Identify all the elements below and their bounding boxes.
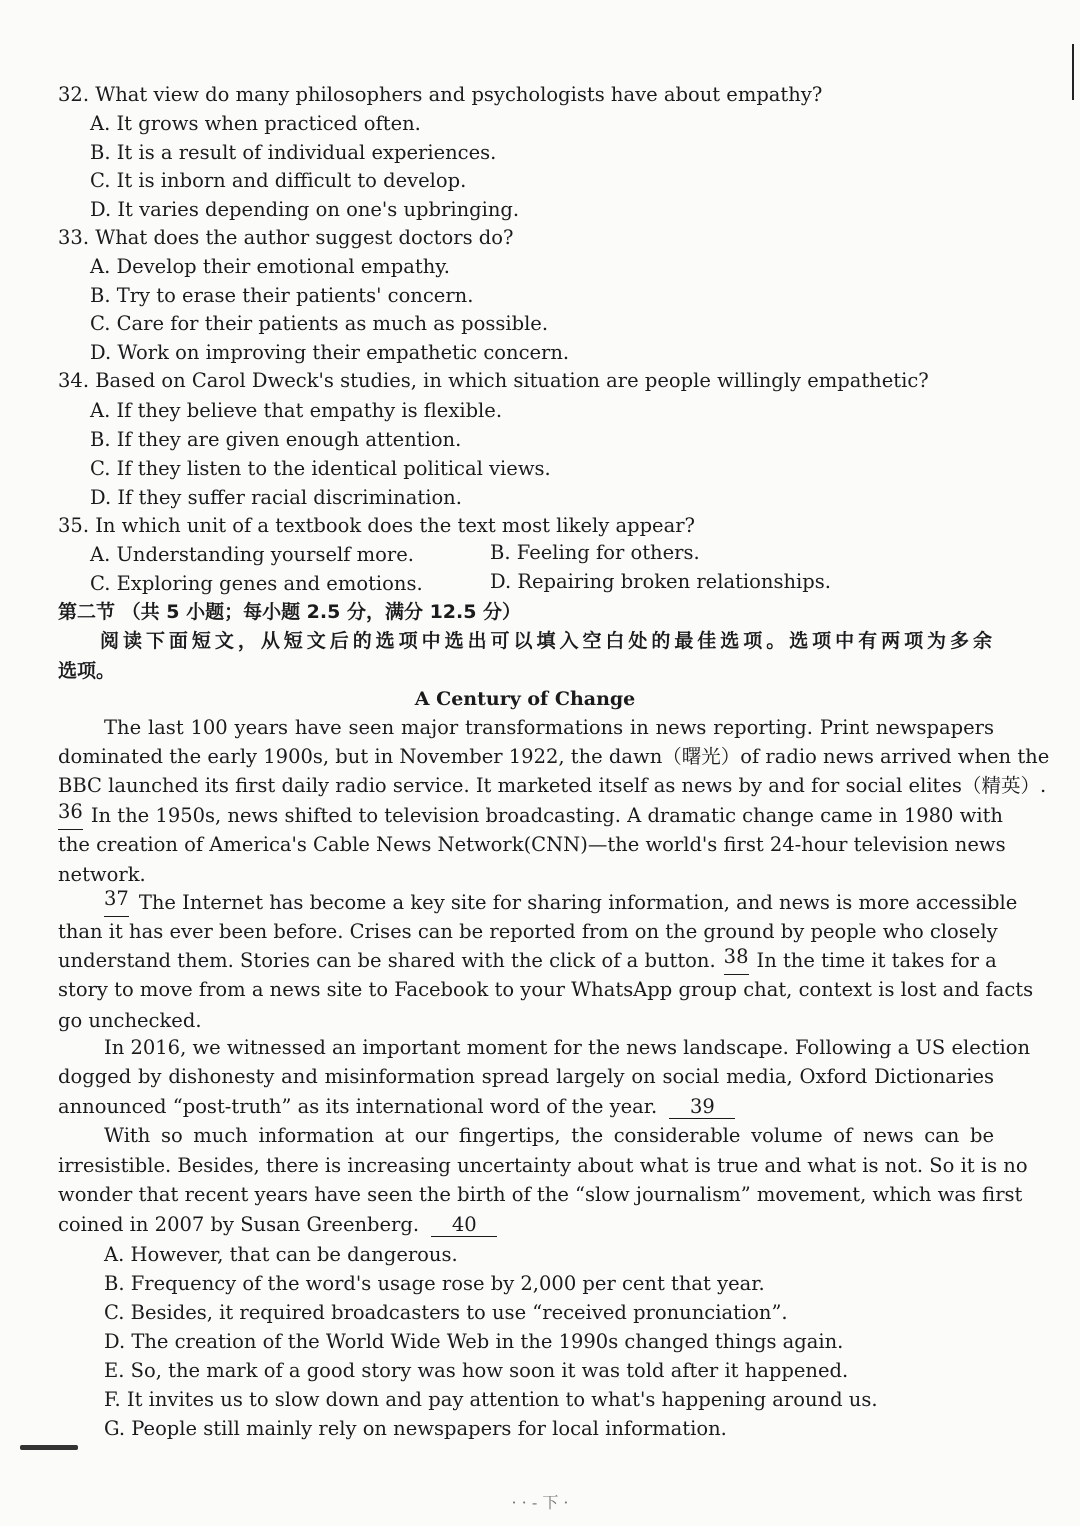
- margin-rule: [1072, 44, 1074, 100]
- question-33-option-b: B. Try to erase their patients' concern.: [90, 284, 474, 307]
- question-35-stem: 35. In which unit of a textbook does the text most likely appear?: [58, 514, 695, 537]
- paragraph-5-line-3: wonder that recent years have seen the birth of the “slow journalism” movement, which was first: [58, 1183, 1023, 1206]
- paragraph-4-text: announced “post-truth” as its international word of the year.: [58, 1095, 658, 1118]
- section-instruction-line-2: 选项。: [58, 660, 116, 682]
- question-35-option-c: C. Exploring genes and emotions.: [90, 572, 423, 595]
- paragraph-5-text: coined in 2007 by Susan Greenberg.: [58, 1213, 420, 1236]
- question-33-option-a: A. Develop their emotional empathy.: [90, 255, 450, 278]
- question-32-stem: 32. What view do many philosophers and psychologists have about empathy?: [58, 83, 823, 106]
- blank-36: 36: [58, 801, 83, 830]
- question-34-option-c: C. If they listen to the identical political views.: [90, 457, 551, 480]
- choice-e: E. So, the mark of a good story was how soon it was told after it happened.: [104, 1359, 849, 1382]
- blank-37: 37: [104, 888, 129, 917]
- question-32-option-c: C. It is inborn and difficult to develop.: [90, 169, 467, 192]
- paragraph-2-text: In the 1950s, news shifted to television broadcasting. A dramatic change came in 1980 with: [90, 804, 1003, 827]
- choice-a: A. However, that can be dangerous.: [104, 1243, 458, 1266]
- paragraph-5-line-4: [58, 1210, 497, 1239]
- question-32-option-a: A. It grows when practiced often.: [90, 112, 421, 135]
- paragraph-4-line-3: [58, 1092, 735, 1121]
- paragraph-5-line-2: irresistible. Besides, there is increasing uncertainty about what is true and what is not. So it is no: [58, 1154, 1028, 1177]
- question-33-option-c: C. Care for their patients as much as possible.: [90, 312, 549, 335]
- paragraph-4-line-2: dogged by dishonesty and misinformation spread largely on social media, Oxford Dictionaries: [58, 1065, 994, 1088]
- paragraph-4-line-1: In 2016, we witnessed an important moment for the news landscape. Following a US election: [104, 1036, 1031, 1059]
- question-34-option-a: A. If they believe that empathy is flexible.: [90, 399, 503, 422]
- paragraph-2-line-2: the creation of America's Cable News Network(CNN)—the world's first 24-hour television news: [58, 833, 1006, 856]
- choice-c: C. Besides, it required broadcasters to use “received pronunciation”.: [104, 1301, 788, 1324]
- paragraph-3-line-2: than it has ever been before. Crises can be reported from on the ground by people who closely: [58, 920, 998, 943]
- choice-b: B. Frequency of the word's usage rose by 2,000 per cent that year.: [104, 1272, 765, 1295]
- blank-39: 39: [669, 1096, 735, 1119]
- passage-title: A Century of Change: [414, 688, 636, 710]
- question-34-option-b: B. If they are given enough attention.: [90, 428, 462, 451]
- paragraph-3-text-after-38: In the time it takes for a: [756, 949, 997, 972]
- paragraph-1-line-1: The last 100 years have seen major transformations in news reporting. Print newspapers: [104, 716, 994, 739]
- paragraph-3-line-1: [104, 887, 1018, 917]
- question-35-option-d: D. Repairing broken relationships.: [490, 570, 831, 593]
- question-33-option-d: D. Work on improving their empathetic concern.: [90, 341, 570, 364]
- paragraph-5-line-1: With so much information at our fingertips, the considerable volume of news can be: [104, 1124, 994, 1147]
- question-35-option-b: B. Feeling for others.: [490, 541, 700, 564]
- question-32-option-d: D. It varies depending on one's upbringing.: [90, 198, 520, 221]
- question-35-option-a: A. Understanding yourself more.: [90, 543, 414, 566]
- question-34-option-d: D. If they suffer racial discrimination.: [90, 486, 462, 509]
- choice-g: G. People still mainly rely on newspapers for local information.: [104, 1417, 727, 1440]
- choice-d: D. The creation of the World Wide Web in the 1990s changed things again.: [104, 1330, 844, 1353]
- paragraph-3-text: The Internet has become a key site for sharing information, and news is more accessible: [138, 891, 1018, 914]
- choice-f: F. It invites us to slow down and pay attention to what's happening around us.: [104, 1388, 878, 1411]
- paragraph-3-text-before-38: understand them. Stories can be shared with the click of a button.: [58, 949, 716, 972]
- paragraph-2-line-1: [58, 800, 1003, 830]
- section-instruction-line-1: 阅读下面短文，从短文后的选项中选出可以填入空白处的最佳选项。选项中有两项为多余: [100, 630, 992, 652]
- question-34-stem: 34. Based on Carol Dweck's studies, in which situation are people willingly empathetic?: [58, 369, 929, 392]
- blank-38: 38: [724, 946, 749, 975]
- question-33-stem: 33. What does the author suggest doctors do?: [58, 226, 514, 249]
- section-heading: 第二节 （共 5 小题；每小题 2.5 分，满分 12.5 分）: [58, 601, 522, 623]
- paragraph-1-line-3: BBC launched its first daily radio service. It marketed itself as news by and for social elites（精英）.: [58, 774, 1047, 797]
- paragraph-3-line-3: [58, 945, 997, 975]
- blank-40: 40: [431, 1214, 497, 1237]
- paragraph-2-line-3: network.: [58, 863, 146, 886]
- page-footer: · · - 下 ·: [511, 1493, 569, 1512]
- scan-smudge: [20, 1445, 78, 1450]
- question-32-option-b: B. It is a result of individual experiences.: [90, 141, 497, 164]
- paragraph-3-line-4: story to move from a news site to Facebook to your WhatsApp group chat, context is lost and facts: [58, 978, 1034, 1001]
- paragraph-1-line-2: dominated the early 1900s, but in November 1922, the dawn（曙光）of radio news arrived when the: [58, 745, 1050, 768]
- paragraph-3-line-5: go unchecked.: [58, 1009, 202, 1032]
